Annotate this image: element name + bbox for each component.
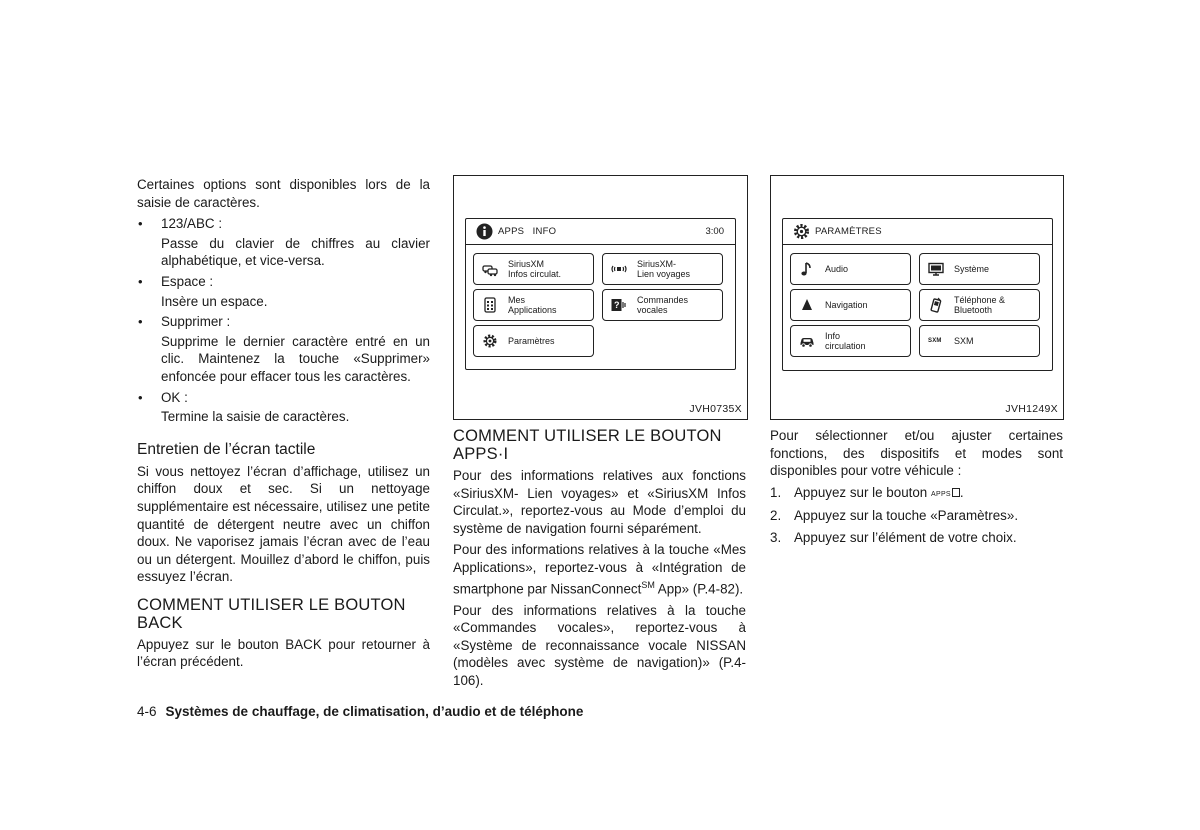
step-2 xyxy=(770,507,1063,525)
screen-header xyxy=(466,219,735,245)
column-middle xyxy=(453,427,746,694)
mes-applications-button[interactable] xyxy=(473,289,594,321)
apps-paragraph-2-end: App» (P.4-82). xyxy=(654,581,744,597)
sxm-button[interactable] xyxy=(919,325,1040,357)
screen-header xyxy=(783,219,1052,245)
systeme-label: Système xyxy=(954,264,990,274)
heading-back-button: COMMENT UTILISER LE BOUTON BACK xyxy=(137,595,406,632)
gear-icon xyxy=(793,223,810,240)
screen-care-text: Si vous nettoyez l’écran d’affichage, utilisez un chiffon doux et sec. Si un nettoyage supplémentaire est nécessaire, utilisez une petite quantité de détergent neutre avec un chiffon doux. Ne vaporisez jamais l’écran avec de l’eau ou un détergent. Mouillez d’abord le chiffon, puis essuyez l’écran. xyxy=(137,463,430,585)
figure-id: JVH0735X xyxy=(689,403,742,415)
apps-paragraph-2-text: Pour des informations relatives à la touche «Mes Applications», reportez-vous à «Intégration de smartphone par NissanConnect xyxy=(453,542,746,597)
bullet-ok-desc: Termine la saisie de caractères. xyxy=(161,409,350,425)
apps-info-screen xyxy=(465,218,736,370)
sxm-label: SXM xyxy=(954,336,974,346)
page-footer xyxy=(137,704,583,719)
apps-glyph-text: APPS xyxy=(931,490,951,498)
audio-button[interactable] xyxy=(790,253,911,285)
intro-paragraph: Certaines options sont disponibles lors de la saisie de caractères. xyxy=(137,177,430,210)
siriusxm-info-button[interactable] xyxy=(473,253,594,285)
apps-button-icon xyxy=(931,491,960,498)
navigation-label: Navigation xyxy=(825,300,868,310)
screen-title: APPS INFO xyxy=(498,226,557,237)
sxm-logo-icon: SXM xyxy=(928,338,942,344)
step-number: 2. xyxy=(770,508,782,524)
column-right xyxy=(770,427,1063,551)
service-mark: SM xyxy=(641,579,655,590)
apps-paragraph-3: Pour des informations relatives à la touche «Commandes vocales», reportez-vous à «Système de reconnaissance vocale NISSAN (modèles avec système de navigation)» (P.4-106). xyxy=(453,602,746,688)
heading-screen-care: Entretien de l’écran tactile xyxy=(137,440,316,458)
monitor-icon xyxy=(928,261,944,277)
step-text: Appuyez sur la touche «Paramètres». xyxy=(794,508,1019,524)
systeme-button[interactable] xyxy=(919,253,1040,285)
bullet-123abc: • 123/ABC : xyxy=(137,215,430,233)
siriusxm-info-label: SiriusXM Infos circulat. xyxy=(508,259,562,279)
screen-title: PARAMÈTRES xyxy=(815,226,882,237)
phone-apps-icon xyxy=(482,297,498,313)
step-1-text: Appuyez sur le bouton xyxy=(794,484,928,500)
step-number: 1. xyxy=(770,484,782,500)
settings-intro: Pour sélectionner et/ou ajuster certaines fonctions, des dispositifs et modes sont disponibles pour votre véhicule : xyxy=(770,428,1063,479)
apps-paragraph-1: Pour des informations relatives aux fonctions «SiriusXM- Lien voyages» et «SiriusXM Infos Circulat.», reportez-vous au Mode d’emploi du système de navigation fourni séparément. xyxy=(453,468,746,536)
bullet-supprimer-desc: Supprime le dernier caractère entré en un clic. Maintenez la touche «Supprimer» enfoncée pour effacer tous les caractères. xyxy=(161,333,430,384)
step-1 xyxy=(770,484,1063,504)
back-button-text: Appuyez sur le bouton BACK pour retourner à l’écran précédent. xyxy=(137,636,430,670)
satellite-signal-icon xyxy=(611,261,627,277)
car-icon xyxy=(799,333,815,349)
parametres-button[interactable] xyxy=(473,325,594,357)
steps-list xyxy=(770,484,1063,547)
audio-label: Audio xyxy=(825,264,849,274)
parametres-screen xyxy=(782,218,1053,371)
telephone-button[interactable] xyxy=(919,289,1040,321)
info-circulation-label: Info circulation xyxy=(825,331,866,351)
telephone-label: Téléphone & Bluetooth xyxy=(954,295,1006,315)
column-left xyxy=(137,176,430,675)
apps-paragraph-2 xyxy=(453,541,746,597)
figure-apps-info xyxy=(453,175,748,420)
page-number: 4-6 xyxy=(137,704,157,719)
gear-icon xyxy=(482,333,498,349)
siriusxm-lien-button[interactable] xyxy=(602,253,723,285)
info-icon xyxy=(476,223,493,240)
commandes-vocales-button[interactable] xyxy=(602,289,723,321)
figure-id: JVH1249X xyxy=(1005,403,1058,415)
clock: 3:00 xyxy=(705,226,724,237)
step-text: Appuyez sur l’élément de votre choix. xyxy=(794,529,1017,545)
bullet-supprimer: • Supprimer : xyxy=(137,313,430,331)
bullet-123abc-desc: Passe du clavier de chiffres au clavier alphabétique, et vice-versa. xyxy=(161,235,430,269)
chapter-title: Systèmes de chauffage, de climatisation, d’audio et de téléphone xyxy=(165,704,584,719)
bullet-espace-desc: Insère un espace. xyxy=(161,293,268,309)
music-note-icon xyxy=(799,261,815,277)
traffic-cars-icon xyxy=(482,261,498,277)
svg-text:?: ? xyxy=(614,300,620,310)
parametres-label: Paramètres xyxy=(508,336,555,346)
navigation-button[interactable] xyxy=(790,289,911,321)
info-circulation-button[interactable] xyxy=(790,325,911,357)
bullet-ok: • OK : xyxy=(137,389,430,407)
bullet-espace: • Espace : xyxy=(137,273,430,291)
navigation-arrow-icon xyxy=(799,297,815,313)
step-3 xyxy=(770,529,1063,547)
mobile-phone-icon xyxy=(928,297,944,313)
voice-command-icon xyxy=(611,297,627,313)
step-text: Appuyez sur le bouton APPS . xyxy=(794,484,964,500)
commandes-vocales-label: Commandes vocales xyxy=(637,295,689,315)
bullet-list xyxy=(137,215,430,426)
mes-applications-label: Mes Applications xyxy=(508,295,557,315)
figure-parametres xyxy=(770,175,1064,420)
step-number: 3. xyxy=(770,529,782,545)
siriusxm-lien-label: SiriusXM- Lien voyages xyxy=(637,259,691,279)
heading-apps-button: COMMENT UTILISER LE BOUTON APPS·I xyxy=(453,427,722,463)
